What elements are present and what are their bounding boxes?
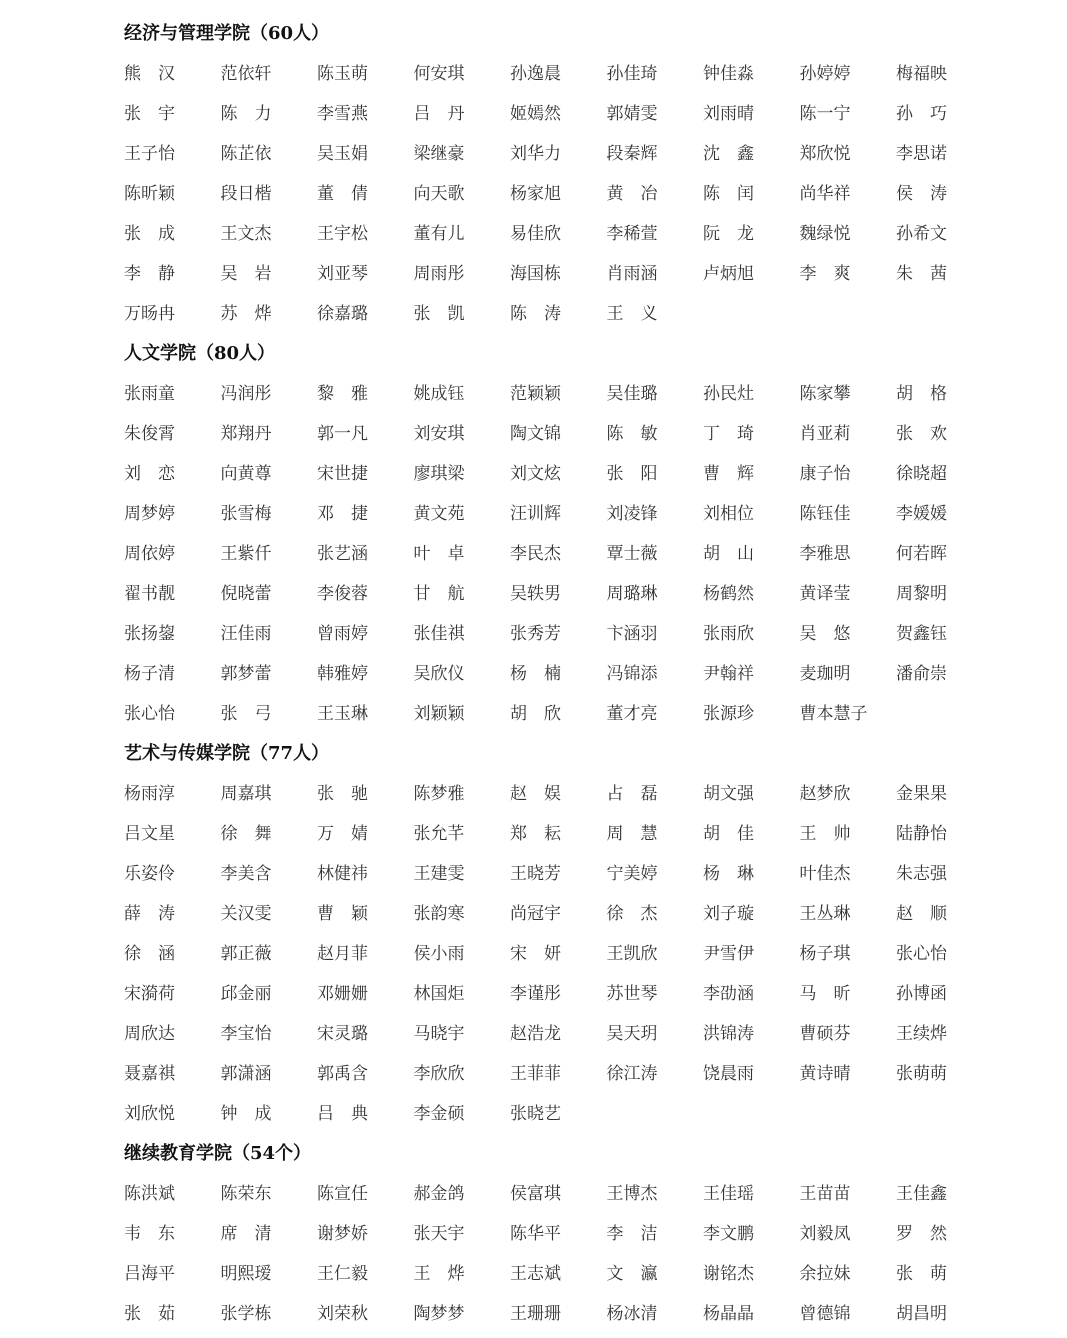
name-entry: 周依婷 xyxy=(124,544,175,564)
name-entry: 占 磊 xyxy=(606,784,658,804)
name-entry: 王晓芳 xyxy=(510,864,561,884)
name-entry: 陈华平 xyxy=(510,1224,561,1244)
name-entry: 王续烨 xyxy=(896,1024,947,1044)
name-entry: 薛 涛 xyxy=(124,904,175,924)
name-entry: 李美含 xyxy=(220,864,272,884)
name-entry: 曾雨婷 xyxy=(317,624,368,644)
name-entry: 吕 典 xyxy=(317,1104,368,1124)
name-entry: 何安琪 xyxy=(413,64,465,84)
name-entry: 叶 卓 xyxy=(413,544,465,564)
name-entry: 胡 佳 xyxy=(703,824,754,844)
name-entry: 王紫仟 xyxy=(220,544,272,564)
name-entry: 李稀萱 xyxy=(606,224,658,244)
name-entry: 卢炳旭 xyxy=(703,264,754,284)
name-entry: 赵月菲 xyxy=(317,944,368,964)
name-entry: 张艺涵 xyxy=(317,544,368,564)
name-entry: 丁 琦 xyxy=(703,424,754,444)
name-entry: 李俊蓉 xyxy=(317,584,368,604)
name-entry: 段秦辉 xyxy=(606,144,658,164)
name-entry: 韦 东 xyxy=(124,1224,175,1244)
name-entry: 席 清 xyxy=(220,1224,272,1244)
name-entry: 倪晓蕾 xyxy=(220,584,272,604)
name-entry: 洪锦涛 xyxy=(703,1024,754,1044)
name-entry: 张雨欣 xyxy=(703,624,754,644)
name-entry: 刘颖颖 xyxy=(413,704,465,724)
name-entry: 周黎明 xyxy=(896,584,947,604)
name-entry: 张 茹 xyxy=(124,1304,175,1324)
name-entry: 吴 悠 xyxy=(799,624,851,644)
name-entry: 沈 鑫 xyxy=(703,144,754,164)
name-entry: 马 昕 xyxy=(799,984,851,1004)
name-entry: 王玉琳 xyxy=(317,704,368,724)
name-entry: 刘华力 xyxy=(510,144,561,164)
name-entry: 朱 茜 xyxy=(896,264,947,284)
name-entry: 徐嘉璐 xyxy=(317,304,368,324)
name-entry: 王佳鑫 xyxy=(896,1184,947,1204)
name-entry: 周嘉琪 xyxy=(220,784,272,804)
name-entry: 张韵寒 xyxy=(413,904,465,924)
name-entry: 李雅思 xyxy=(799,544,851,564)
name-entry: 张萌萌 xyxy=(896,1064,947,1084)
name-entry: 张佳祺 xyxy=(413,624,465,644)
name-entry: 李媛媛 xyxy=(896,504,947,524)
name-entry: 郭一凡 xyxy=(317,424,368,444)
name-entry: 尚冠宇 xyxy=(510,904,561,924)
name-entry: 张 成 xyxy=(124,224,175,244)
name-entry: 杨子琪 xyxy=(799,944,851,964)
name-entry: 尹翰祥 xyxy=(703,664,754,684)
name-entry: 李劭涵 xyxy=(703,984,754,1004)
name-entry: 姬嫣然 xyxy=(510,104,561,124)
name-entry: 黎 雅 xyxy=(317,384,368,404)
name-entry: 杨晶晶 xyxy=(703,1304,754,1324)
section-continuing-education xyxy=(0,1134,1067,1334)
section-title: 艺术与传媒学院（77人） xyxy=(124,743,330,764)
name-entry: 吴玉娟 xyxy=(317,144,368,164)
name-entry: 郑 耘 xyxy=(510,824,561,844)
name-entry: 曾德锦 xyxy=(799,1304,851,1324)
name-entry: 张允芊 xyxy=(413,824,465,844)
name-entry: 徐晓超 xyxy=(896,464,947,484)
name-entry: 钟 成 xyxy=(220,1104,272,1124)
name-entry: 廖琪梁 xyxy=(413,464,465,484)
name-grid xyxy=(124,774,1067,1134)
name-entry: 李民杰 xyxy=(510,544,561,564)
name-entry: 马晓宇 xyxy=(413,1024,465,1044)
name-entry: 汪训辉 xyxy=(510,504,561,524)
name-entry: 李 爽 xyxy=(799,264,851,284)
name-entry: 张心怡 xyxy=(124,704,175,724)
name-entry: 聂嘉祺 xyxy=(124,1064,175,1084)
name-entry: 陆静怡 xyxy=(896,824,947,844)
name-entry: 金果果 xyxy=(896,784,947,804)
name-entry: 潘俞崇 xyxy=(896,664,947,684)
name-entry: 郑欣悦 xyxy=(799,144,851,164)
name-entry: 刘欣悦 xyxy=(124,1104,175,1124)
name-entry: 王仁毅 xyxy=(317,1264,368,1284)
name-entry: 熊 汉 xyxy=(124,64,175,84)
name-entry: 杨鹤然 xyxy=(703,584,754,604)
name-entry: 张天宇 xyxy=(413,1224,465,1244)
name-entry: 杨 楠 xyxy=(510,664,561,684)
name-entry: 陈 力 xyxy=(220,104,272,124)
name-entry: 李欣欣 xyxy=(413,1064,465,1084)
name-entry: 李 静 xyxy=(124,264,175,284)
name-entry: 赵 娱 xyxy=(510,784,561,804)
name-entry: 王佳瑶 xyxy=(703,1184,754,1204)
name-entry: 郭婧雯 xyxy=(606,104,658,124)
name-grid xyxy=(124,374,1067,734)
name-entry: 宋灵璐 xyxy=(317,1024,368,1044)
name-entry: 朱志强 xyxy=(896,864,947,884)
name-entry: 苏世琴 xyxy=(606,984,658,1004)
name-entry: 陈芷依 xyxy=(220,144,272,164)
name-entry: 汪佳雨 xyxy=(220,624,272,644)
name-entry: 陈昕颖 xyxy=(124,184,175,204)
name-entry: 周雨彤 xyxy=(413,264,465,284)
name-entry: 刘毅凤 xyxy=(799,1224,851,1244)
name-entry: 段日楷 xyxy=(220,184,272,204)
name-entry: 侯 涛 xyxy=(896,184,947,204)
name-entry: 苏 烨 xyxy=(220,304,272,324)
name-entry: 胡昌明 xyxy=(896,1304,947,1324)
name-entry: 徐 涵 xyxy=(124,944,175,964)
name-entry: 王文杰 xyxy=(220,224,272,244)
name-entry: 周璐琳 xyxy=(606,584,658,604)
name-entry: 宋漪荷 xyxy=(124,984,175,1004)
name-entry: 陈宣任 xyxy=(317,1184,368,1204)
name-entry: 赵浩龙 xyxy=(510,1024,561,1044)
name-entry: 李文鹏 xyxy=(703,1224,754,1244)
name-entry: 曹硕芬 xyxy=(799,1024,851,1044)
name-entry: 吴天玥 xyxy=(606,1024,658,1044)
name-entry: 刘凌锋 xyxy=(606,504,658,524)
name-entry: 徐 舞 xyxy=(220,824,272,844)
name-entry: 黄译莹 xyxy=(799,584,851,604)
name-entry: 万旸冉 xyxy=(124,304,175,324)
name-entry: 陈一宁 xyxy=(799,104,851,124)
name-entry: 黄文苑 xyxy=(413,504,465,524)
name-entry: 郝金鸽 xyxy=(413,1184,465,1204)
name-entry: 李宝怡 xyxy=(220,1024,272,1044)
name-entry: 张 宇 xyxy=(124,104,175,124)
name-entry: 张 驰 xyxy=(317,784,368,804)
name-entry: 吕海平 xyxy=(124,1264,175,1284)
name-entry: 康子怡 xyxy=(799,464,851,484)
name-entry: 王建雯 xyxy=(413,864,465,884)
name-entry: 刘荣秋 xyxy=(317,1304,368,1324)
name-entry: 王 帅 xyxy=(799,824,851,844)
name-entry: 张源珍 xyxy=(703,704,754,724)
name-entry: 邓 捷 xyxy=(317,504,368,524)
name-entry: 向天歌 xyxy=(413,184,465,204)
name-entry: 陈 闰 xyxy=(703,184,754,204)
name-entry: 张 欢 xyxy=(896,424,947,444)
name-entry: 郭禹含 xyxy=(317,1064,368,1084)
name-entry: 黄 冶 xyxy=(606,184,658,204)
name-entry: 向黄尊 xyxy=(220,464,272,484)
name-entry: 孙民灶 xyxy=(703,384,754,404)
name-entry: 刘亚琴 xyxy=(317,264,368,284)
name-entry: 徐江涛 xyxy=(606,1064,658,1084)
name-entry: 王 义 xyxy=(606,304,658,324)
name-entry: 刘文炫 xyxy=(510,464,561,484)
name-entry: 王菲菲 xyxy=(510,1064,561,1084)
name-entry: 王博杰 xyxy=(606,1184,658,1204)
name-entry: 徐 杰 xyxy=(606,904,658,924)
name-entry: 吕 丹 xyxy=(413,104,465,124)
name-entry: 周欣达 xyxy=(124,1024,175,1044)
name-entry: 杨雨淳 xyxy=(124,784,175,804)
name-entry: 周梦婷 xyxy=(124,504,175,524)
name-entry: 翟书靓 xyxy=(124,584,175,604)
name-entry: 董 倩 xyxy=(317,184,368,204)
name-entry: 姚成钰 xyxy=(413,384,465,404)
name-entry: 谢梦娇 xyxy=(317,1224,368,1244)
name-entry: 王子怡 xyxy=(124,144,175,164)
section-title: 人文学院（80人） xyxy=(124,343,276,364)
name-entry: 海国栋 xyxy=(510,264,561,284)
name-entry: 张 弓 xyxy=(220,704,272,724)
name-entry: 吕文星 xyxy=(124,824,175,844)
name-entry: 钟佳淼 xyxy=(703,64,754,84)
section-humanities xyxy=(0,334,1067,734)
name-entry: 张学栋 xyxy=(220,1304,272,1324)
name-entry: 黄诗晴 xyxy=(799,1064,851,1084)
name-entry: 胡文强 xyxy=(703,784,754,804)
name-entry: 王苗苗 xyxy=(799,1184,851,1204)
name-entry: 孙 巧 xyxy=(896,104,947,124)
name-entry: 肖雨涵 xyxy=(606,264,658,284)
name-entry: 吴轶男 xyxy=(510,584,561,604)
name-entry: 林国炬 xyxy=(413,984,465,1004)
name-entry: 郭潇涵 xyxy=(220,1064,272,1084)
name-entry: 张 阳 xyxy=(606,464,658,484)
name-entry: 饶晨雨 xyxy=(703,1064,754,1084)
name-entry: 刘子璇 xyxy=(703,904,754,924)
name-entry: 陈荣东 xyxy=(220,1184,272,1204)
name-entry: 范颖颖 xyxy=(510,384,561,404)
name-entry: 罗 然 xyxy=(896,1224,947,1244)
name-entry: 何若晖 xyxy=(896,544,947,564)
name-entry: 孙佳琦 xyxy=(606,64,658,84)
name-entry: 余拉妹 xyxy=(799,1264,851,1284)
name-entry: 梅福映 xyxy=(896,64,947,84)
name-entry: 陈洪斌 xyxy=(124,1184,175,1204)
name-entry: 宁美婷 xyxy=(606,864,658,884)
name-entry: 张 萌 xyxy=(896,1264,947,1284)
name-entry: 孙婷婷 xyxy=(799,64,851,84)
name-entry: 易佳欣 xyxy=(510,224,561,244)
name-entry: 邱金丽 xyxy=(220,984,272,1004)
name-entry: 梁继豪 xyxy=(413,144,465,164)
name-entry: 覃士薇 xyxy=(606,544,658,564)
name-grid xyxy=(124,1174,1067,1334)
name-entry: 张雪梅 xyxy=(220,504,272,524)
name-entry: 曹本慧子 xyxy=(799,704,868,724)
name-entry: 王宇松 xyxy=(317,224,368,244)
name-entry: 韩雅婷 xyxy=(317,664,368,684)
name-entry: 文 瀛 xyxy=(606,1264,658,1284)
name-entry: 王珊珊 xyxy=(510,1304,561,1324)
name-entry: 魏绿悦 xyxy=(799,224,851,244)
name-entry: 李雪燕 xyxy=(317,104,368,124)
name-entry: 杨冰清 xyxy=(606,1304,658,1324)
name-entry: 杨 琳 xyxy=(703,864,754,884)
name-entry: 侯小雨 xyxy=(413,944,465,964)
name-grid xyxy=(124,54,1067,334)
section-title: 继续教育学院（54个） xyxy=(124,1143,312,1164)
name-entry: 李谨彤 xyxy=(510,984,561,1004)
name-entry: 明熙瑷 xyxy=(220,1264,272,1284)
name-entry: 张心怡 xyxy=(896,944,947,964)
name-entry: 范依轩 xyxy=(220,64,272,84)
name-entry: 周 慧 xyxy=(606,824,658,844)
name-entry: 孙希文 xyxy=(896,224,947,244)
name-entry: 林健祎 xyxy=(317,864,368,884)
name-entry: 王丛琳 xyxy=(799,904,851,924)
name-entry: 冯润彤 xyxy=(220,384,272,404)
name-entry: 甘 航 xyxy=(413,584,465,604)
name-entry: 陈 敏 xyxy=(606,424,658,444)
name-entry: 贺鑫钰 xyxy=(896,624,947,644)
name-entry: 郑翔丹 xyxy=(220,424,272,444)
name-entry: 胡 山 xyxy=(703,544,754,564)
name-entry: 吴 岩 xyxy=(220,264,272,284)
name-entry: 刘雨晴 xyxy=(703,104,754,124)
name-entry: 王凯欣 xyxy=(606,944,658,964)
name-entry: 董有儿 xyxy=(413,224,465,244)
name-entry: 郭梦蕾 xyxy=(220,664,272,684)
name-entry: 阮 龙 xyxy=(703,224,754,244)
name-entry: 张扬鋆 xyxy=(124,624,175,644)
name-entry: 杨家旭 xyxy=(510,184,561,204)
name-entry: 胡 格 xyxy=(896,384,947,404)
name-entry: 肖亚莉 xyxy=(799,424,851,444)
name-entry: 曹 辉 xyxy=(703,464,754,484)
name-entry: 陈梦雅 xyxy=(413,784,465,804)
name-entry: 谢铭杰 xyxy=(703,1264,754,1284)
name-entry: 乐姿伶 xyxy=(124,864,175,884)
name-entry: 董才亮 xyxy=(606,704,658,724)
name-entry: 朱俊霄 xyxy=(124,424,175,444)
name-entry: 胡 欣 xyxy=(510,704,561,724)
name-entry: 李 洁 xyxy=(606,1224,658,1244)
name-entry: 尹雪伊 xyxy=(703,944,754,964)
name-entry: 宋 妍 xyxy=(510,944,561,964)
name-entry: 王志斌 xyxy=(510,1264,561,1284)
name-entry: 刘相位 xyxy=(703,504,754,524)
name-entry: 刘安琪 xyxy=(413,424,465,444)
name-entry: 侯富琪 xyxy=(510,1184,561,1204)
name-entry: 陶梦梦 xyxy=(413,1304,465,1324)
name-entry: 赵 顺 xyxy=(896,904,947,924)
name-entry: 陈玉萌 xyxy=(317,64,368,84)
name-entry: 郭正薇 xyxy=(220,944,272,964)
name-entry: 陶文锦 xyxy=(510,424,561,444)
name-entry: 张 凯 xyxy=(413,304,465,324)
name-entry: 宋世捷 xyxy=(317,464,368,484)
section-economics-management xyxy=(0,14,1067,334)
name-entry: 陈 涛 xyxy=(510,304,561,324)
name-entry: 刘 恋 xyxy=(124,464,175,484)
name-entry: 张晓艺 xyxy=(510,1104,561,1124)
name-entry: 杨子清 xyxy=(124,664,175,684)
name-entry: 孙逸晨 xyxy=(510,64,561,84)
section-arts-media xyxy=(0,734,1067,1134)
name-entry: 陈钰佳 xyxy=(799,504,851,524)
name-entry: 李金硕 xyxy=(413,1104,465,1124)
name-entry: 王 烨 xyxy=(413,1264,465,1284)
name-entry: 李思诺 xyxy=(896,144,947,164)
name-entry: 冯锦添 xyxy=(606,664,658,684)
section-title: 经济与管理学院（60人） xyxy=(124,23,330,44)
name-entry: 赵梦欣 xyxy=(799,784,851,804)
name-entry: 曹 颖 xyxy=(317,904,368,924)
name-entry: 叶佳杰 xyxy=(799,864,851,884)
name-entry: 吴佳璐 xyxy=(606,384,658,404)
name-entry: 张秀芳 xyxy=(510,624,561,644)
name-entry: 张雨童 xyxy=(124,384,175,404)
name-entry: 麦珈明 xyxy=(799,664,851,684)
name-entry: 卞涵羽 xyxy=(606,624,658,644)
name-entry: 万 婧 xyxy=(317,824,368,844)
name-entry: 关汉雯 xyxy=(220,904,272,924)
name-entry: 邓姗姗 xyxy=(317,984,368,1004)
name-entry: 吴欣仪 xyxy=(413,664,465,684)
name-entry: 孙博函 xyxy=(896,984,947,1004)
name-entry: 陈家攀 xyxy=(799,384,851,404)
name-entry: 尚华祥 xyxy=(799,184,851,204)
